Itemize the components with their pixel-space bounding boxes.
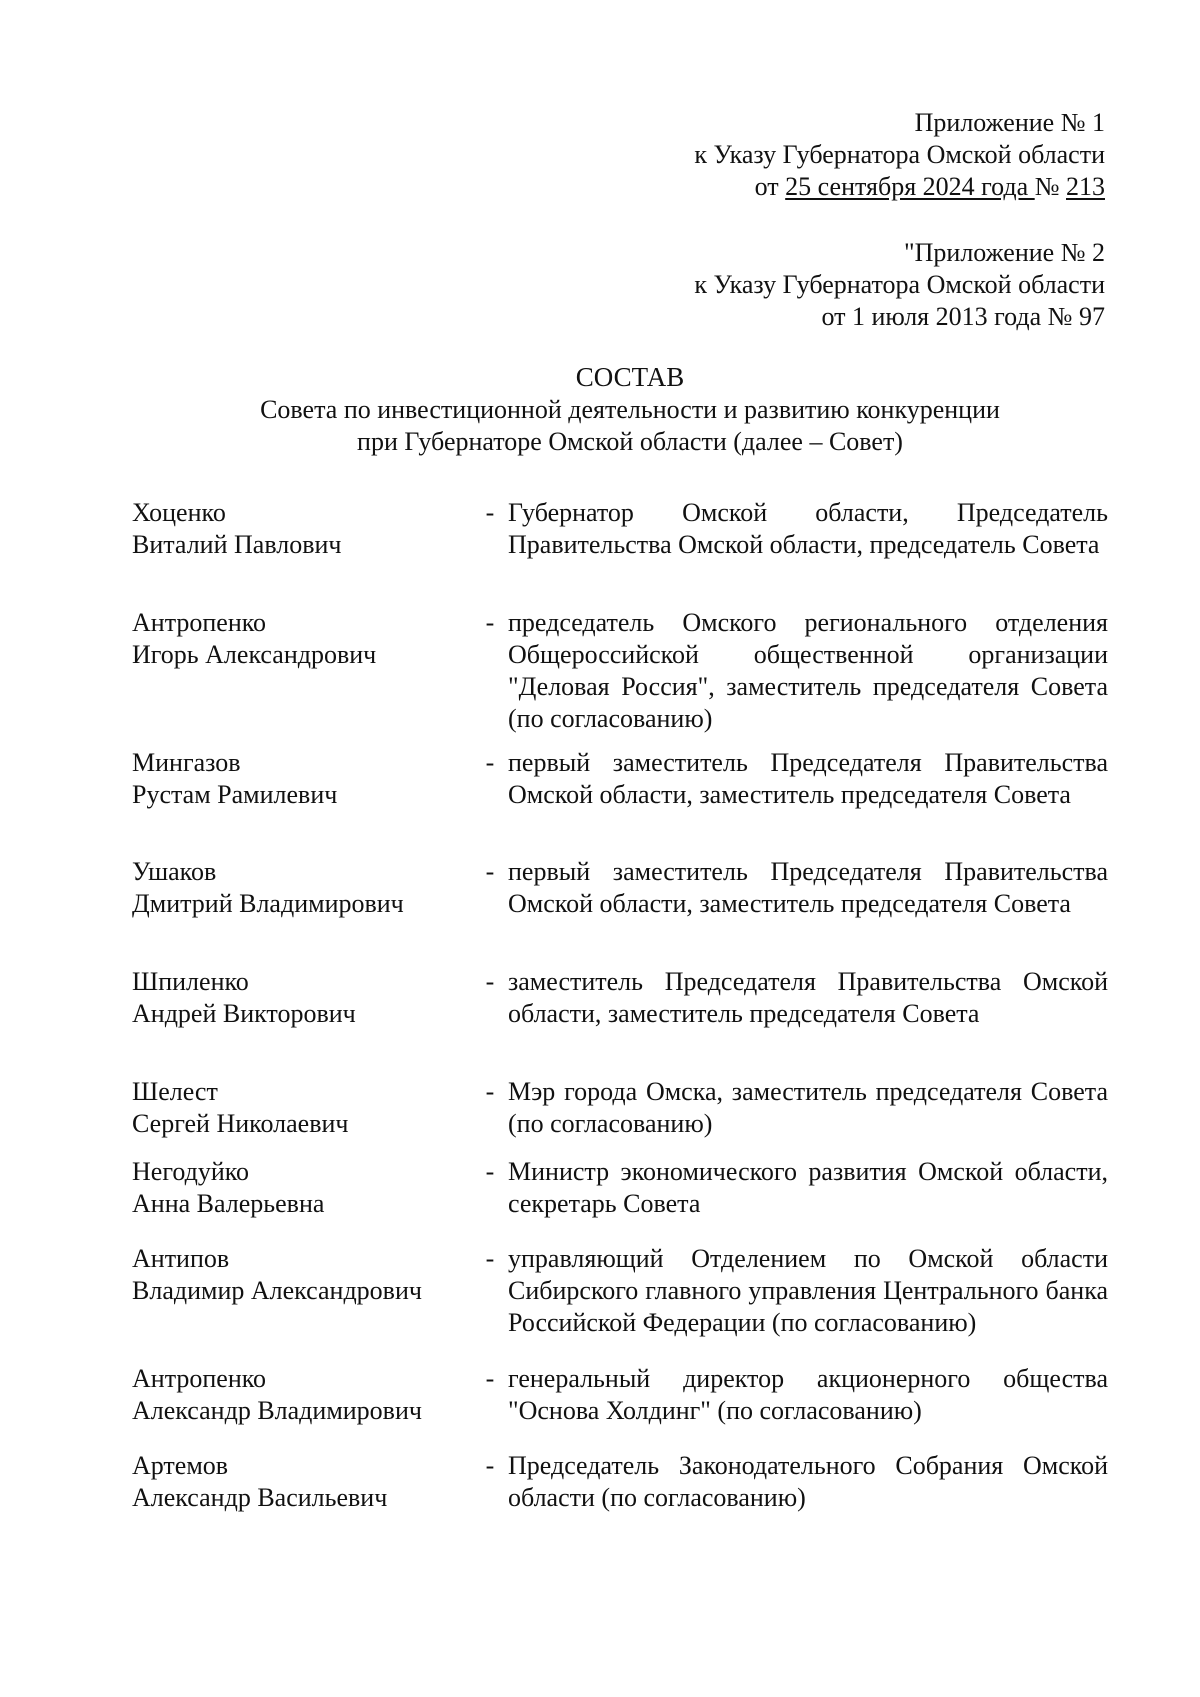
member-given-names: Анна Валерьевна — [132, 1189, 325, 1218]
member-row — [132, 1363, 1108, 1450]
annex-2-header — [405, 237, 1105, 333]
member-surname: Негодуйко — [132, 1157, 250, 1186]
member-surname: Антропенко — [132, 608, 267, 637]
member-row — [132, 747, 1108, 856]
member-given-names: Дмитрий Владимирович — [132, 889, 404, 918]
annex-1-number: 213 — [1066, 172, 1105, 201]
member-row — [132, 1450, 1108, 1530]
dash-separator: - — [485, 1364, 495, 1393]
dash-separator: - — [485, 608, 495, 637]
member-row — [132, 607, 1108, 747]
annex-1-title: Приложение № 1 — [914, 108, 1105, 137]
member-given-names: Игорь Александрович — [132, 640, 377, 669]
member-surname: Мингазов — [132, 748, 241, 777]
member-surname: Шелест — [132, 1077, 218, 1106]
annex-2-reference: к Указу Губернатора Омской области — [694, 270, 1105, 299]
member-role: генеральный директор акционерного общества "Основа Холдинг" (по согласованию) — [508, 1364, 1108, 1425]
member-surname: Антропенко — [132, 1364, 267, 1393]
annex-1-date-prefix: от — [754, 172, 786, 201]
dash-separator: - — [485, 1244, 495, 1273]
member-surname: Шпиленко — [132, 967, 249, 996]
member-name — [132, 607, 472, 747]
member-given-names: Владимир Александрович — [132, 1276, 422, 1305]
member-surname: Артемов — [132, 1451, 229, 1480]
annex-2-title: "Приложение № 2 — [904, 238, 1105, 267]
member-row — [132, 497, 1108, 607]
annex-1-date-line — [405, 171, 1105, 203]
member-role: Губернатор Омской области, Председатель Правительства Омской области, председатель Совета — [508, 498, 1108, 559]
member-name — [132, 856, 472, 966]
member-surname: Ушаков — [132, 857, 217, 886]
member-role: первый заместитель Председателя Правительства Омской области, заместитель председателя Совета — [508, 857, 1108, 918]
member-given-names: Андрей Викторович — [132, 999, 356, 1028]
annex-1-date: 25 сентября 2024 года — [785, 172, 1035, 201]
title-line-2: Совета по инвестиционной деятельности и развитию конкуренции — [260, 395, 1000, 424]
member-given-names: Сергей Николаевич — [132, 1109, 349, 1138]
member-row — [132, 1156, 1108, 1243]
member-given-names: Виталий Павлович — [132, 530, 342, 559]
member-name — [132, 1450, 472, 1530]
annex-1-header — [405, 107, 1105, 203]
member-given-names: Рустам Рамилевич — [132, 780, 338, 809]
annex-2-date-line: от 1 июля 2013 года № 97 — [821, 302, 1105, 331]
member-role: Мэр города Омска, заместитель председателя Совета (по согласованию) — [508, 1077, 1108, 1138]
dash-separator: - — [485, 857, 495, 886]
dash-separator: - — [485, 498, 495, 527]
member-name — [132, 1076, 472, 1156]
dash-separator: - — [485, 1077, 495, 1106]
member-name — [132, 747, 472, 856]
member-row — [132, 966, 1108, 1076]
member-name — [132, 1243, 472, 1363]
member-role: Председатель Законодательного Собрания Омской области (по согласованию) — [508, 1451, 1108, 1512]
member-surname: Хоценко — [132, 498, 226, 527]
document-title — [150, 360, 1110, 458]
member-row — [132, 856, 1108, 966]
member-surname: Антипов — [132, 1244, 230, 1273]
member-role: заместитель Председателя Правительства Омской области, заместитель председателя Совета — [508, 967, 1108, 1028]
members-list — [132, 497, 1108, 1530]
member-name — [132, 1363, 472, 1450]
dash-separator: - — [485, 967, 495, 996]
annex-1-reference: к Указу Губернатора Омской области — [694, 140, 1105, 169]
member-given-names: Александр Владимирович — [132, 1396, 422, 1425]
member-role: председатель Омского регионального отделения Общероссийской общественной организации "Деловая Россия", заместитель председателя Совета (по согласованию) — [508, 608, 1108, 733]
member-role: управляющий Отделением по Омской области Сибирского главного управления Центрального банка Российской Федерации (по согласованию) — [508, 1244, 1108, 1337]
dash-separator: - — [485, 748, 495, 777]
member-role: Министр экономического развития Омской области, секретарь Совета — [508, 1157, 1108, 1218]
title-line-3: при Губернаторе Омской области (далее – Совет) — [357, 427, 903, 456]
title-main: СОСТАВ — [575, 362, 685, 392]
annex-1-number-prefix: № — [1034, 172, 1066, 201]
member-role: первый заместитель Председателя Правительства Омской области, заместитель председателя Совета — [508, 748, 1108, 809]
dash-separator: - — [485, 1157, 495, 1186]
member-name — [132, 497, 472, 607]
member-name — [132, 966, 472, 1076]
member-row — [132, 1076, 1108, 1156]
member-given-names: Александр Васильевич — [132, 1483, 388, 1512]
dash-separator: - — [485, 1451, 495, 1480]
member-row — [132, 1243, 1108, 1363]
member-name — [132, 1156, 472, 1243]
